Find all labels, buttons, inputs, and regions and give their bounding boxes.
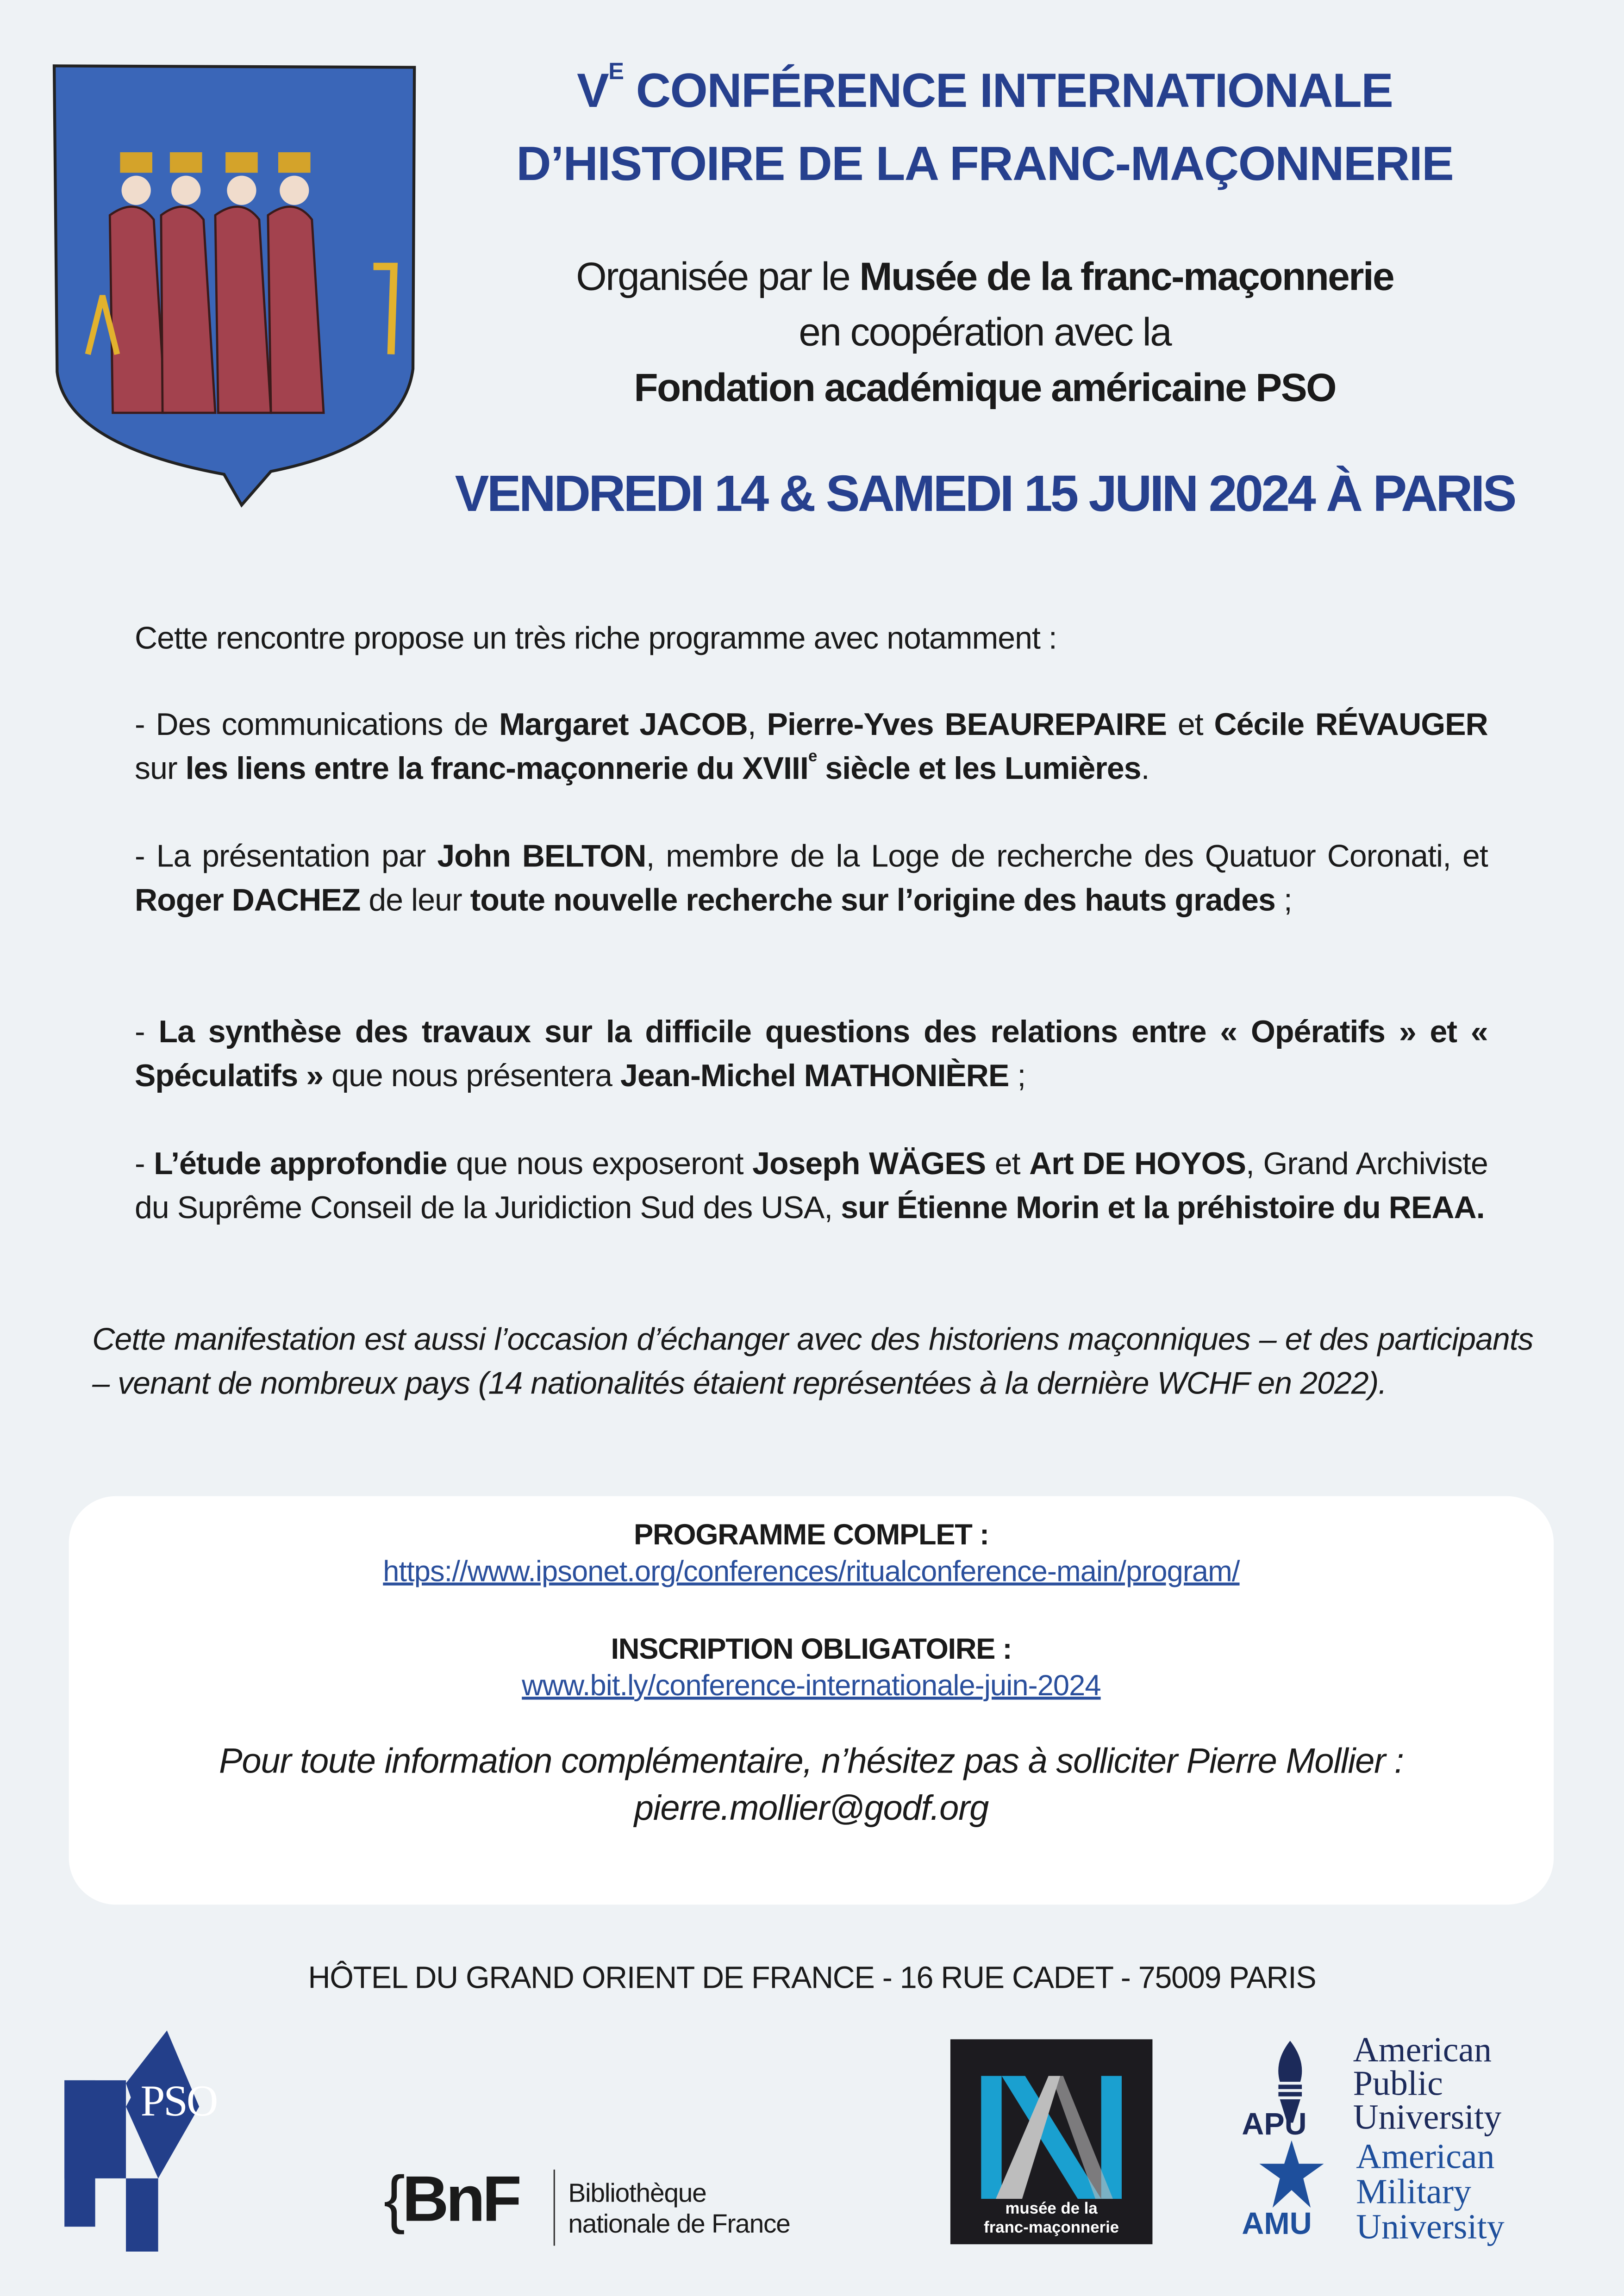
star-icon [1259, 2140, 1324, 2208]
text-segment: de leur [360, 883, 470, 918]
emphasis-text: e [808, 748, 817, 766]
contact-text: Pour toute information complémentaire, n’hésitez pas à solliciter Pierre Mollier : [219, 1742, 1404, 1782]
programme-item [135, 1142, 1488, 1230]
emphasis-text: toute nouvelle recherche sur l’origine des hauts grades [470, 883, 1275, 918]
emphasis-text: Art DE HOYOS [1029, 1146, 1246, 1182]
text-segment: , membre de la Loge de recherche des Quatuor Coronati, et [646, 839, 1488, 874]
text-segment: . [1141, 751, 1149, 786]
intro-text: Cette rencontre propose un très riche programme avec notamment : [135, 621, 1057, 656]
emphasis-text: Margaret JACOB [499, 707, 748, 742]
emphasis-text: L’étude approfondie [154, 1146, 447, 1182]
emphasis-text: siècle et les Lumières [817, 751, 1141, 786]
emphasis-text: sur Étienne Morin et la préhistoire du REAA. [841, 1190, 1485, 1226]
text-segment: ; [1275, 883, 1292, 918]
info-box [69, 1496, 1554, 1905]
inscription-label: INSCRIPTION OBLIGATOIRE : [611, 1634, 1012, 1666]
cooperation-line: en coopération avec la [799, 310, 1171, 355]
emphasis-text: John BELTON [437, 839, 646, 874]
apu-amu-logo: APU AMU American Public University American Military University [1242, 2032, 1505, 2247]
text-segment: et [1167, 707, 1214, 742]
emphasis-text: Roger DACHEZ [135, 883, 361, 918]
conference-title-line2: D’HISTOIRE DE LA FRANC-MAÇONNERIE [516, 136, 1454, 191]
programme-item [135, 703, 1488, 790]
organiser-line: Organisée par le Musée de la franc-maçonnerie [576, 255, 1394, 299]
pso-logo [64, 2030, 287, 2252]
text-segment: - [135, 1146, 154, 1182]
closing-text: Cette manifestation est aussi l’occasion d’échanger avec des historiens maçonniques – et des participants – venant de nombreux pays (14 nationalités étaient représentées à la dernière WCHF en 2022). [92, 1322, 1533, 1401]
text-segment: , Grand Archiviste du Suprême Conseil de la Juridiction Sud des USA, [135, 1146, 1488, 1226]
text-segment: - Des communications de [135, 707, 499, 742]
emphasis-text: Jean-Michel MATHONIÈRE [620, 1058, 1009, 1094]
programme-label: PROGRAMME COMPLET : [634, 1519, 989, 1552]
programme-item [135, 834, 1488, 922]
text-segment: que nous exposeront [447, 1146, 753, 1182]
emphasis-text: La synthèse des travaux sur la difficile questions des relations entre « Opératifs » et « Spéculatifs » [135, 1014, 1488, 1094]
pso-logo-text: PSO [140, 2077, 217, 2126]
programme-link[interactable]: https://www.ipsonet.org/conferences/ritualconference-main/program/ [383, 1556, 1240, 1589]
text-segment: - La présentation par [135, 839, 437, 874]
partner-line: Fondation académique américaine PSO [634, 366, 1336, 410]
emphasis-text: Pierre-Yves BEAUREPAIRE [767, 707, 1167, 742]
text-segment: sur [135, 751, 186, 786]
emphasis-text: Cécile RÉVAUGER [1214, 707, 1488, 742]
text-segment: que nous présentera [323, 1058, 620, 1094]
conference-title-line1: $V^E$ CONFÉRENCE INTERNATIONALE [577, 60, 1393, 118]
event-date: VENDREDI 14 & SAMEDI 15 JUIN 2024 À PARIS [455, 465, 1515, 523]
text-segment: et [986, 1146, 1030, 1182]
musee-franc-maconnerie-logo: musée de la franc-maçonnerie [950, 2039, 1153, 2244]
poster: $V^E$ CONFÉRENCE INTERNATIONALE D’HISTOIRE DE LA FRANC-MAÇONNERIE Organisée par le Musée de la franc-maçonnerie en coopération avec la Fondation académique américaine PSO VENDREDI 14 & SAMEDI 15 JUIN 2024 À PARIS Cette rencontre propose un très riche programme avec notamment : - Des communications de Margaret JACOB, Pierre-Yves BEAUREPAIRE et Cécile RÉVAUGER sur les liens entre la franc-maçonnerie du XVIIIe siècle et les Lumières. - La présentation par John BELTON, membre de la Loge de recherche des Quatuor Coronati, et Roger DACHEZ de leur toute nouvelle recherche sur l’origine des hauts grades ; - La synthèse des travaux sur la difficile questions des relations entre « Opératifs » et « Spéculatifs » que nous présentera Jean-Michel MATHONIÈRE ; - L’étude approfondie que nous exposeront Joseph WÄGES et Art DE HOYOS, Grand Archiviste du Suprême Conseil de la Juridiction Sud des USA, sur Étienne Morin et la préhistoire du REAA. Cette manifestation est aussi l’occasion d’échanger avec des historiens maçonniques – et des participants – venant de nombreux pays (14 nationalités étaient représentées à la dernière WCHF en 2022). PROGRAMME COMPLET : https://www.ipsonet.org/conferences/ritualconference-main/program/ INSCRIPTION OBLIGATOIRE : www.bit.ly/conference-internationale-juin-2024 Pour toute information complémentaire, n’hésitez pas à solliciter Pierre Mollier : pierre.mollier@godf.org HÔTEL DU GRAND ORIENT DE FRANCE - 16 RUE CADET - 75009 PARIS PSO {BnF Bibliothèque nationale de France musée de la franc-maçonnerie APU AMU American Public University American Military University [0, 0, 1624, 2296]
emphasis-text: Joseph WÄGES [752, 1146, 986, 1182]
venue-address: HÔTEL DU GRAND ORIENT DE FRANCE - 16 RUE CADET - 75009 PARIS [308, 1961, 1316, 1996]
coat-of-arms-shield-image [51, 62, 420, 508]
programme-item [135, 1010, 1488, 1098]
text-segment: , [747, 707, 767, 742]
contact-email[interactable]: pierre.mollier@godf.org [634, 1789, 989, 1829]
text-segment: ; [1009, 1058, 1026, 1094]
emphasis-text: les liens entre la franc-maçonnerie du XVIII [185, 751, 808, 786]
text-segment: - [135, 1014, 159, 1050]
inscription-link[interactable]: www.bit.ly/conference-internationale-juin-2024 [522, 1670, 1101, 1703]
